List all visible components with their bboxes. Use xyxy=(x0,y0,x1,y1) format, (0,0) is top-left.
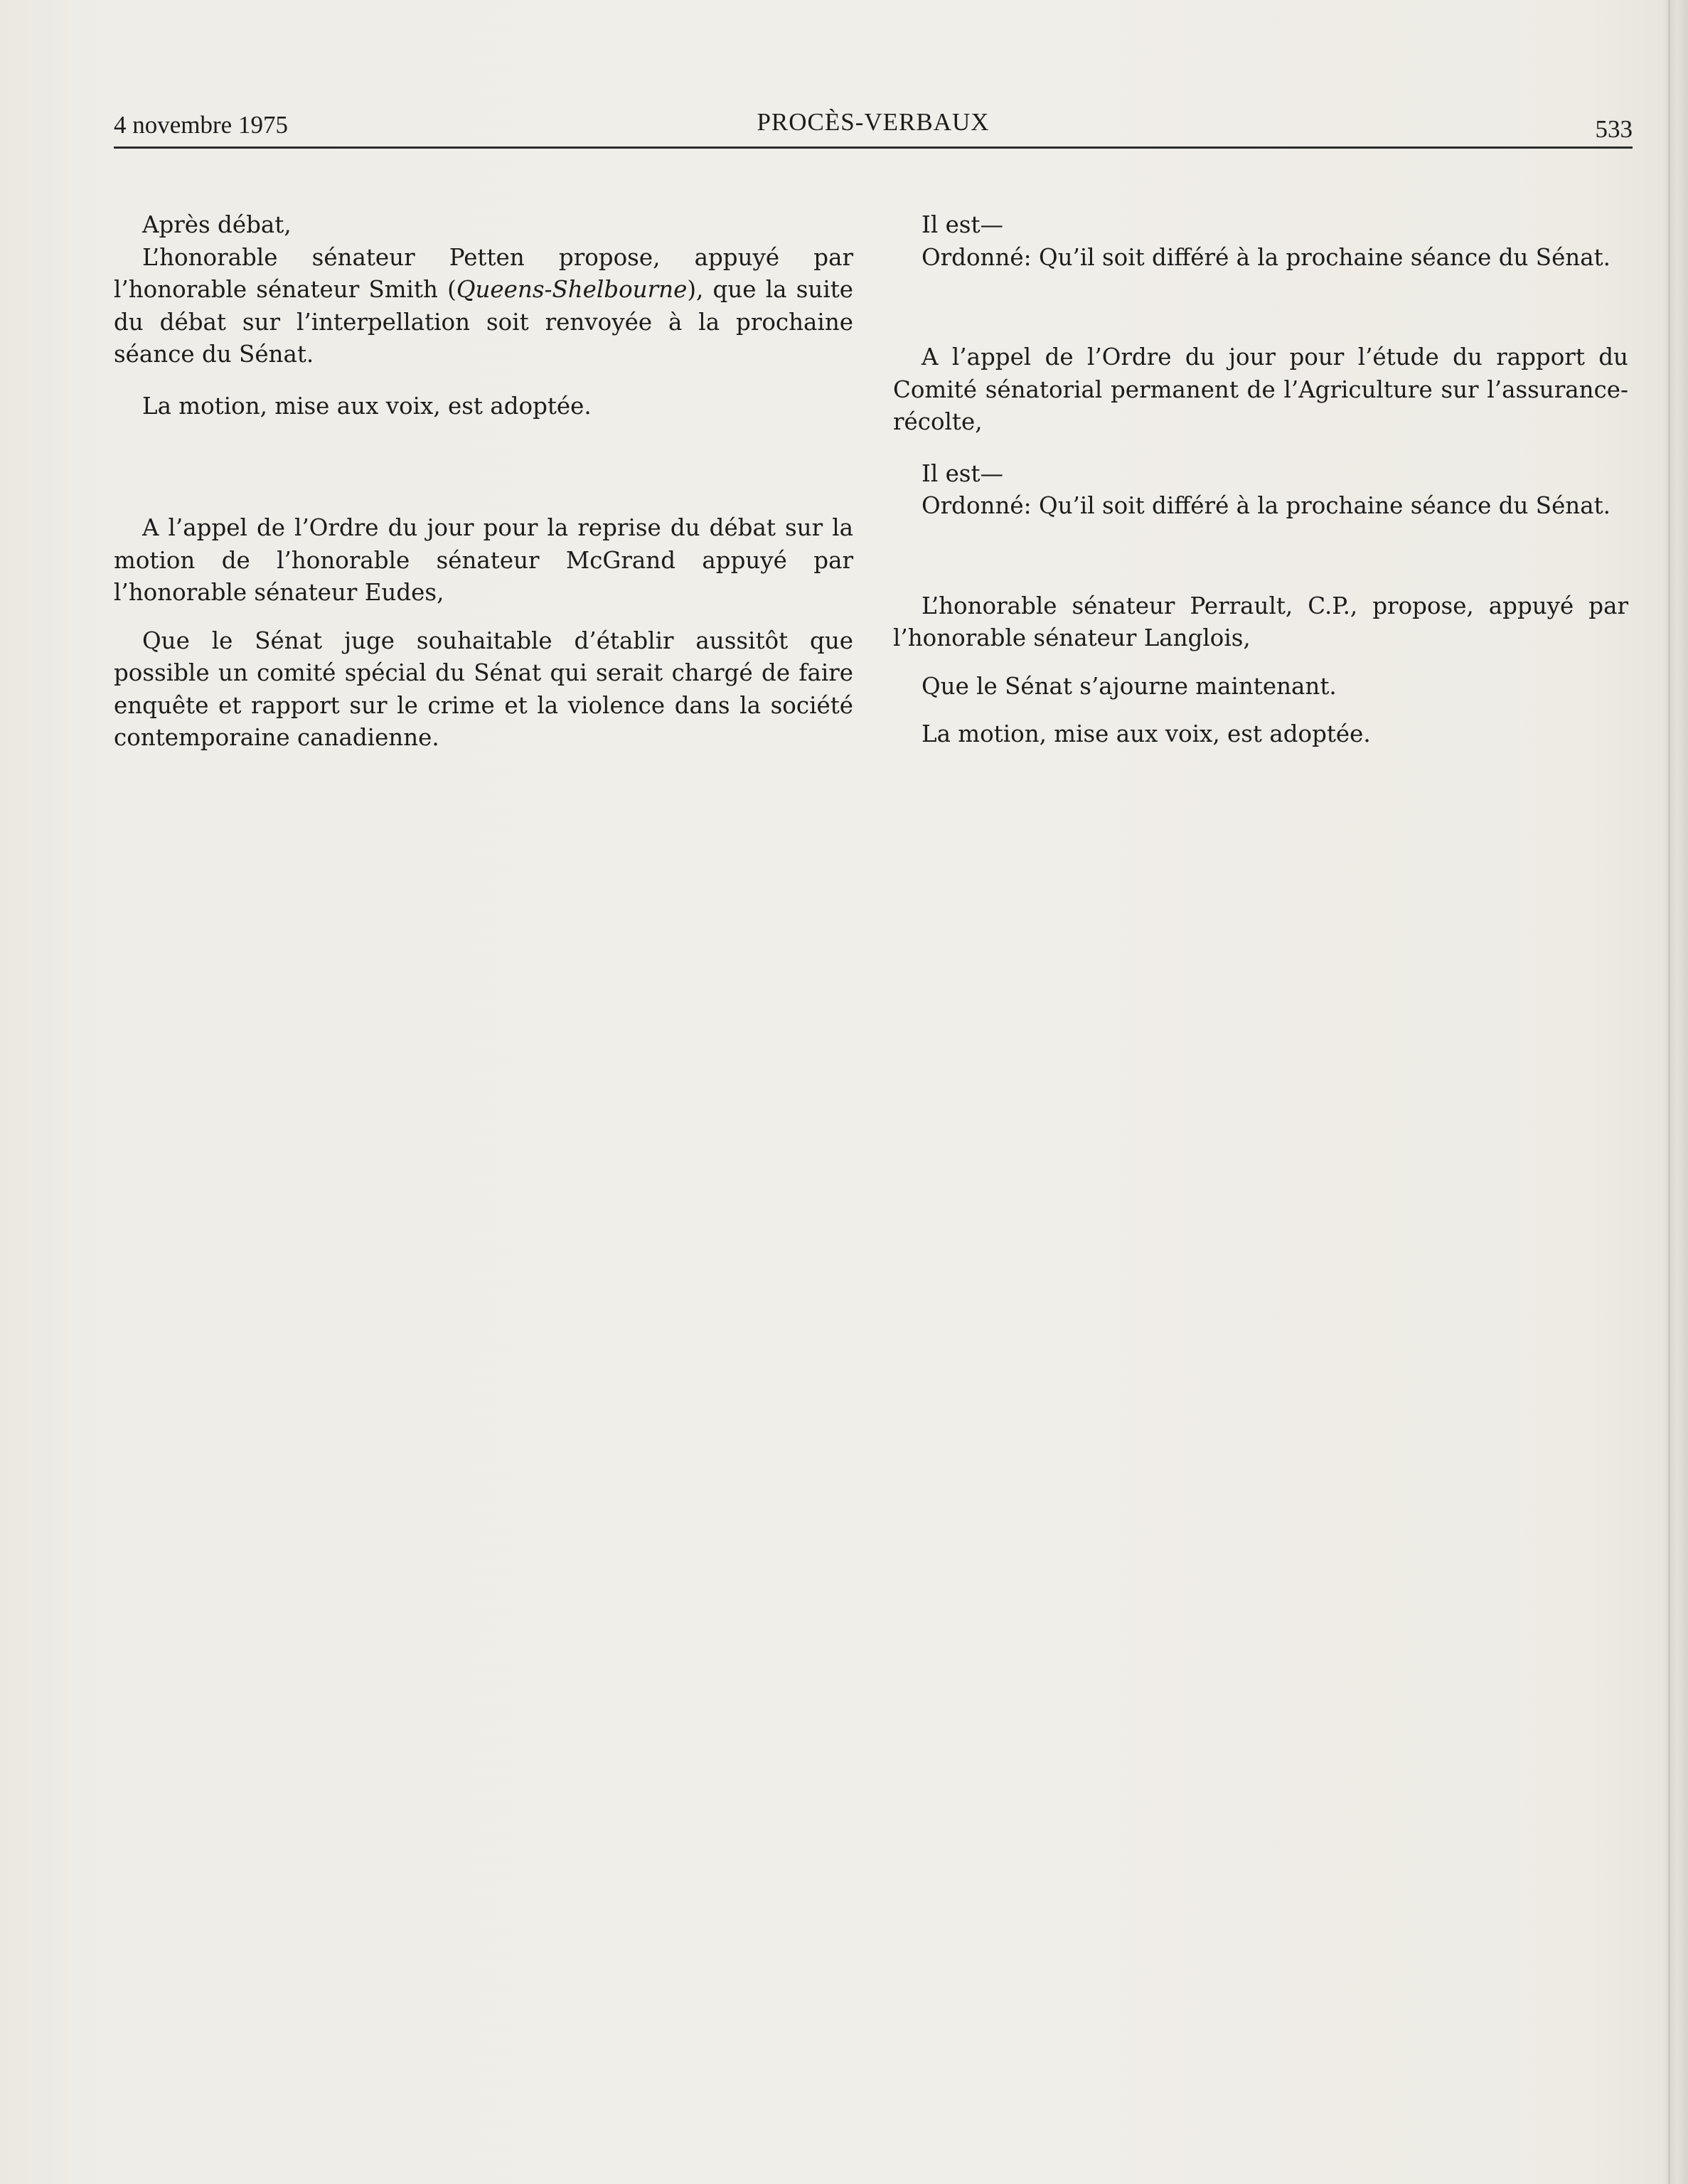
page-number: 533 xyxy=(1595,115,1633,143)
paragraph: La motion, mise aux voix, est adoptée. xyxy=(922,720,1371,747)
paragraph: L’honorable sénateur Perrault, C.P., propose, appuyé par l’honorable sénateur Langlois, xyxy=(893,592,1628,651)
paragraph: Que le Sénat juge souhaitable d’établir aussitôt que possible un comité spécial du Sénat qui serait chargé de faire enquête et rapport sur le crime et la violence dans la société contemporaine canadienne. xyxy=(114,627,853,751)
paragraph-text: ), que la suite du débat sur l’interpellation soit renvoyée à la prochaine séance du Sénat. xyxy=(114,276,854,368)
paragraph: Que le Sénat s’ajourne maintenant. xyxy=(922,672,1337,700)
paragraph: A l’appel de l’Ordre du jour pour la reprise du débat sur la motion de l’honorable sénateur McGrand appuyé par l’honorable sénateur Eudes, xyxy=(114,514,853,606)
italic-text: Queens-Shelbourne xyxy=(456,276,688,303)
paragraph-text: Qu’il soit différé à la prochaine séance du Sénat. xyxy=(1038,243,1610,271)
left-column xyxy=(114,209,853,755)
paragraph-text: L’honorable sénateur Petten propose, appuyé par l’honorable sénateur Smith ( xyxy=(114,243,853,303)
paragraph: Après débat, xyxy=(142,211,292,238)
paragraph xyxy=(893,490,1628,523)
paragraph xyxy=(114,242,853,371)
right-column xyxy=(893,209,1628,751)
paragraph xyxy=(893,242,1628,275)
paragraph: Il est— xyxy=(922,211,1004,238)
header-title: PROCÈS-VERBAUX xyxy=(757,108,990,136)
ordered-label: Ordonné: xyxy=(922,243,1032,271)
binding-edge xyxy=(1661,0,1688,2184)
paragraph: Il est— xyxy=(922,459,1004,487)
ordered-label: Ordonné: xyxy=(922,492,1032,519)
header-rule xyxy=(114,147,1633,149)
header-date: 4 novembre 1975 xyxy=(114,111,288,139)
paragraph: La motion, mise aux voix, est adoptée. xyxy=(142,392,592,420)
running-header xyxy=(114,107,1633,147)
paragraph: A l’appel de l’Ordre du jour pour l’étude du rapport du Comité sénatorial permanent de l’Agriculture sur l’assurance-récolte, xyxy=(893,343,1628,435)
paragraph-text: Qu’il soit différé à la prochaine séance du Sénat. xyxy=(1038,492,1610,519)
